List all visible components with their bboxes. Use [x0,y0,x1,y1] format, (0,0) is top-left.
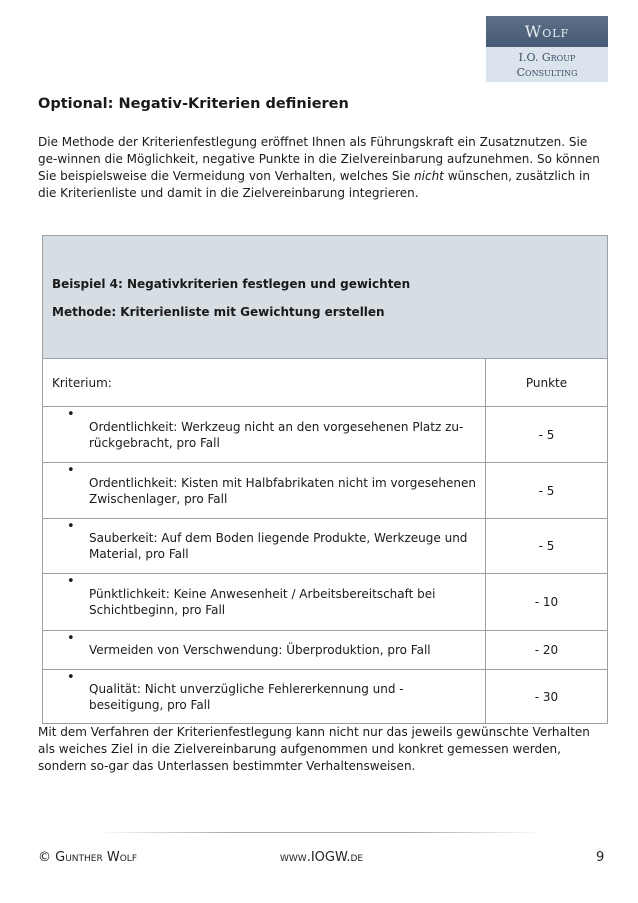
bullet-icon: • [67,463,75,478]
criterion-text: Qualität: Nicht unverzügliche Fehlererkennung und -beseitigung, pro Fall [89,681,404,712]
table-header-box [43,236,607,359]
intro-text-2: wünschen, zusätzlich in die Kriterienliste und damit in die Zielvereinbarung integrieren. [38,169,590,200]
bullet-icon: • [67,574,75,589]
criterion-text: Pünktlichkeit: Keine Anwesenheit / Arbeitsbereitschaft bei Schichtbeginn, pro Fall [89,587,436,617]
bullet-icon: • [67,519,75,534]
logo-line-group: I.O. Group [518,51,576,64]
logo-line-consulting: Consulting [516,66,578,79]
points-value: - 20 [534,643,559,657]
example-title: Beispiel 4: Negativkriterien festlegen und gewichten [52,277,411,291]
intro-text-1: Die Methode der Kriterienfestlegung eröffnet Ihnen als Führungskraft ein Zusatznutzen. Sie ge-winnen die Möglichkeit, negative Punkte in die Zielvereinbarung aufzunehmen. So können Sie beispielsweise die Vermeidung von Verhalten, welches Sie [38,135,600,183]
table-row [43,519,607,574]
intro-emphasis: nicht [414,169,444,183]
section-heading: Optional: Negativ-Kriterien definieren [38,96,349,112]
column-header-row [43,359,607,407]
criterion-text: Ordentlichkeit: Werkzeug nicht an den vorgesehenen Platz zu-rückgebracht, pro Fall [89,419,464,450]
criterion-text: Sauberkeit: Auf dem Boden liegende Produkte, Werkzeuge und Material, pro Fall [89,531,468,561]
table-row [43,670,607,723]
footer-copyright: © Gunther Wolf [38,850,137,865]
points-value: - 5 [538,539,555,553]
closing-paragraph: Mit dem Verfahren der Kriterienfestlegung kann nicht nur das jeweils gewünschte Verhalten als weiches Ziel in die Zielvereinbarung aufgenommen und konkret gemessen werden, sondern so-gar das Unterlassen bestimmter Verhaltensweisen. [38,725,590,773]
logo-subtitle [486,47,608,82]
table-row [43,631,607,670]
page-number: 9 [596,850,605,865]
criterion-column-header: Kriterium: [43,359,486,406]
table-row [43,463,607,519]
points-value: - 10 [534,595,559,609]
points-value: - 5 [538,483,555,498]
bullet-icon: • [67,631,75,646]
points-value: - 5 [538,427,555,442]
criteria-table [42,235,608,724]
footer-divider [95,832,545,833]
table-row [43,407,607,463]
criterion-text: Vermeiden von Verschwendung: Überproduktion, pro Fall [89,643,431,657]
intro-paragraph [38,134,608,202]
points-column-header: Punkte [525,375,568,390]
logo-wordmark: Wolf [486,16,608,47]
footer-website: www.IOGW.de [280,850,364,865]
table-row [43,574,607,631]
method-title: Methode: Kriterienliste mit Gewichtung erstellen [52,305,385,319]
points-value: - 30 [534,689,559,704]
company-logo [486,16,608,82]
criterion-text: Ordentlichkeit: Kisten mit Halbfabrikaten nicht im vorgesehenen Zwischenlager, pro Fall [89,475,476,506]
bullet-icon: • [67,670,75,685]
bullet-icon: • [67,407,75,422]
